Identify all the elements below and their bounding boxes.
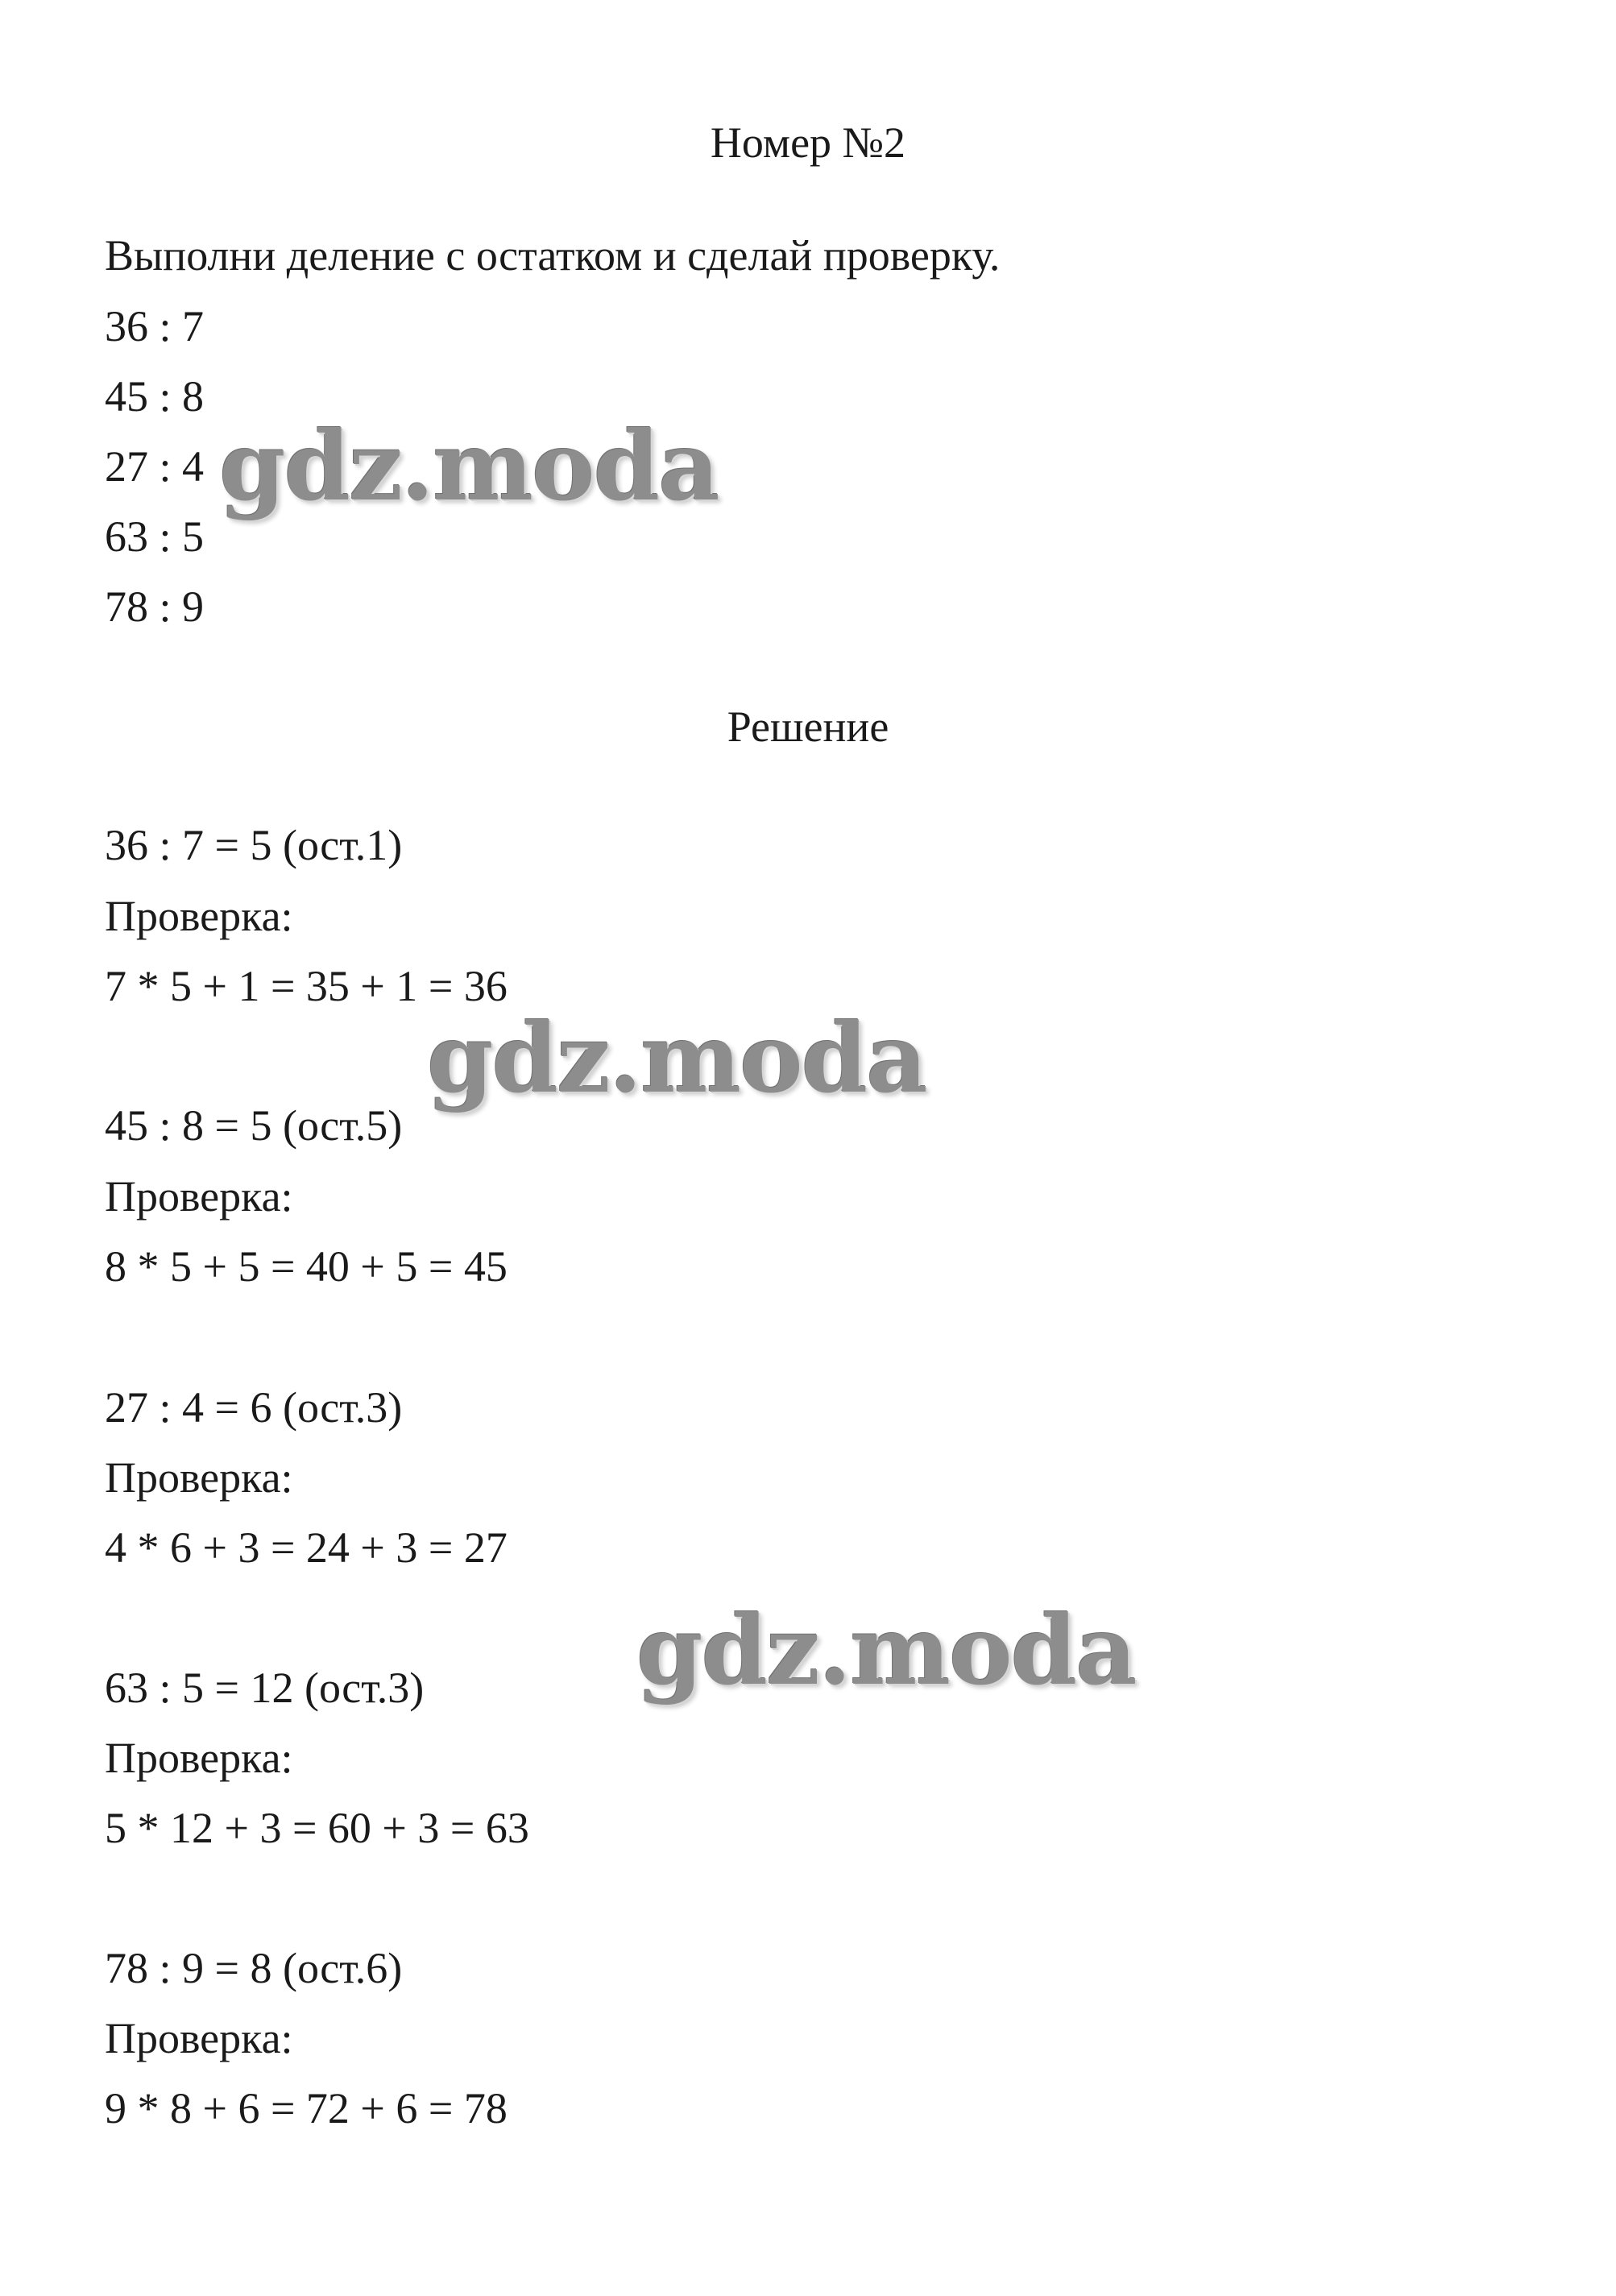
page-title: Номер №2 [710,118,906,167]
solution-1-result: 36 : 7 = 5 (ост.1) [105,821,403,869]
solution-4-check: 5 * 12 + 3 = 60 + 3 = 63 [105,1804,529,1852]
watermark-logo: gdz.moda [219,410,719,522]
solution-5-check: 9 * 8 + 6 = 72 + 6 = 78 [105,2084,508,2132]
task-text: Выполни деление с остатком и сделай проверку. [105,231,1001,280]
exercise-5: 78 : 9 [105,582,205,631]
solution-2-check-label: Проверка: [105,1172,293,1221]
watermark-logo: gdz.moda [636,1594,1136,1706]
exercise-4: 63 : 5 [105,512,205,561]
solution-4-check-label: Проверка: [105,1734,293,1782]
solution-1-check: 7 * 5 + 1 = 35 + 1 = 36 [105,962,508,1010]
solution-5-result: 78 : 9 = 8 (ост.6) [105,1944,403,1992]
exercise-3: 27 : 4 [105,442,205,491]
solution-heading: Решение [727,702,889,751]
solution-3-check: 4 * 6 + 3 = 24 + 3 = 27 [105,1523,508,1572]
solution-2-result: 45 : 8 = 5 (ост.5) [105,1101,403,1150]
watermark-logo: gdz.moda [427,1002,926,1114]
solution-3-check-label: Проверка: [105,1453,293,1502]
solution-3-result: 27 : 4 = 6 (ост.3) [105,1383,403,1432]
exercise-1: 36 : 7 [105,302,205,350]
solution-4-result: 63 : 5 = 12 (ост.3) [105,1664,425,1712]
solution-2-check: 8 * 5 + 5 = 40 + 5 = 45 [105,1242,508,1291]
solution-1-check-label: Проверка: [105,892,293,940]
solution-5-check-label: Проверка: [105,2014,293,2062]
exercise-2: 45 : 8 [105,372,205,421]
